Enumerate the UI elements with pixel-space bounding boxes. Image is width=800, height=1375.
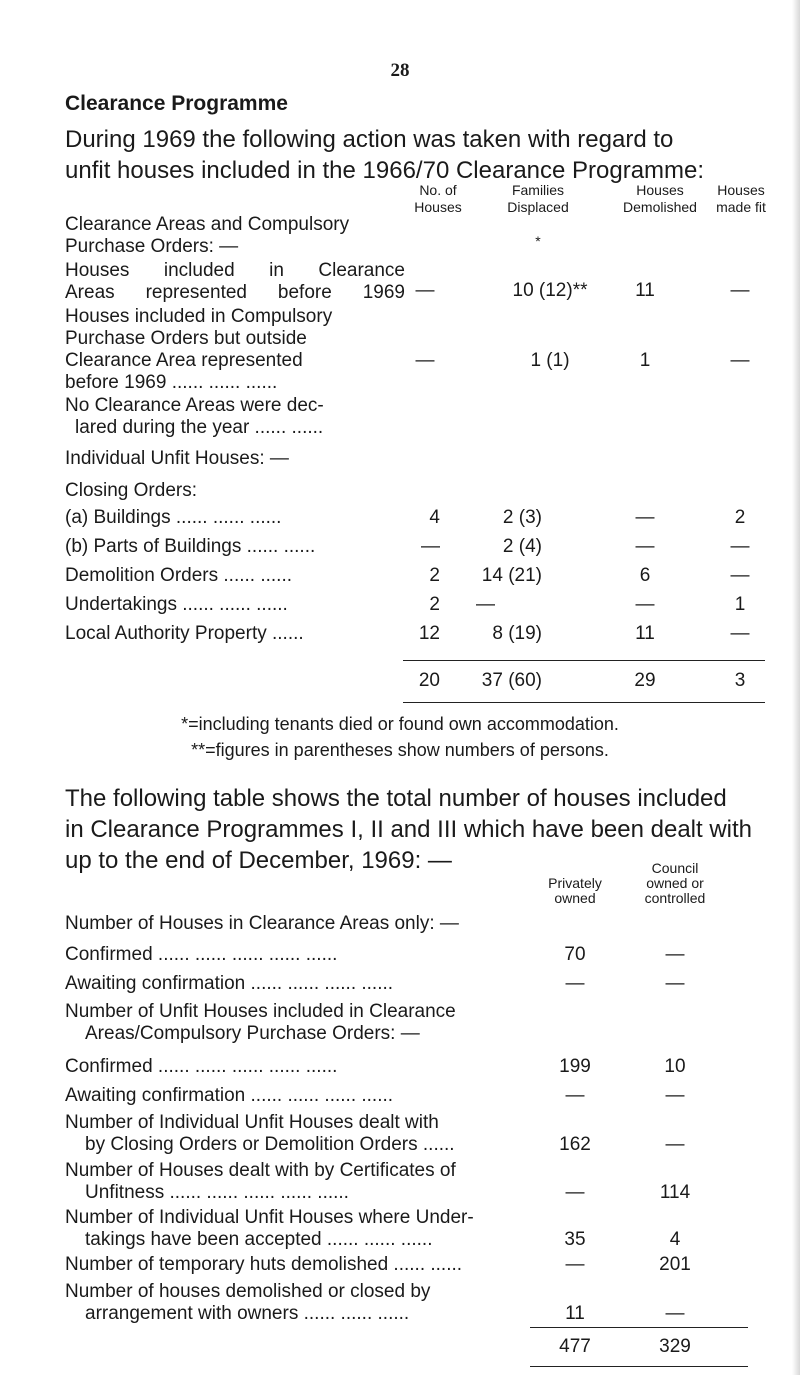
table2-row-label: Number of Houses dealt with by Certificates of Unfitness ...... ...... ...... ...... ...... — [65, 1160, 456, 1203]
cell-council: — — [665, 1134, 685, 1155]
table2-row-label: Number of Individual Unfit Houses where Under- takings have been accepted ...... ...... ...... — [65, 1207, 474, 1250]
cell-demolished: — — [635, 594, 655, 615]
total-demolished: 29 — [634, 670, 656, 691]
cell-council: — — [665, 944, 685, 965]
table-row-label: (a) Buildings ...... ...... ...... — [65, 507, 282, 528]
table2-row-label: Awaiting confirmation ...... ...... ...... ...... — [65, 1085, 394, 1106]
section-a-title: Clearance Areas and Compulsory Purchase Orders: — — [65, 214, 350, 257]
footnote: *=including tenants died or found own accommodation. — [181, 714, 619, 734]
table-row-label: (b) Parts of Buildings ...... ...... — [65, 536, 316, 557]
cell-houses: — — [421, 536, 440, 557]
col-header-families-displaced: Families Displaced — [507, 182, 569, 215]
cell-made-fit: 2 — [734, 507, 746, 528]
table2-row-label: Confirmed ...... ...... ...... ...... ...... — [65, 944, 338, 965]
col-header-houses-made-fit: Houses made fit — [716, 182, 766, 215]
cell-private: 35 — [564, 1229, 586, 1250]
total-private: 477 — [559, 1336, 591, 1357]
intro-line: During 1969 the following action was taken with regard to — [65, 126, 674, 153]
cell-council: 114 — [659, 1182, 691, 1203]
cell-demolished: 11 — [635, 280, 655, 301]
cell-private: — — [565, 973, 585, 994]
col-header-no-of-houses: No. of Houses — [414, 182, 462, 215]
cell-council: 201 — [659, 1254, 691, 1275]
cell-houses: 12 — [418, 623, 440, 644]
table2-row-label: Awaiting confirmation ...... ...... ...... ...... — [65, 973, 394, 994]
cell-houses: 2 — [429, 565, 440, 586]
col-header-privately-owned: Privately owned — [548, 875, 602, 906]
table-row-label: No Clearance Areas were dec- lared during the year ...... ...... — [65, 395, 324, 438]
cell-families: 10 (12)** — [512, 280, 588, 301]
table2-row-label: Number of Individual Unfit Houses dealt with by Closing Orders or Demolition Orders ...... — [65, 1112, 455, 1155]
cell-families: 8 (19) — [492, 623, 542, 644]
total-houses: 20 — [418, 670, 440, 691]
intro-line: unfit houses included in the 1966/70 Clearance Programme: — [65, 157, 705, 184]
total-council: 329 — [659, 1336, 691, 1357]
col-header-houses-demolished: Houses Demolished — [623, 182, 697, 215]
cell-private: — — [565, 1254, 585, 1275]
cell-houses: — — [415, 350, 435, 371]
cell-demolished: 6 — [639, 565, 651, 586]
section-heading: Clearance Programme — [65, 92, 288, 115]
page-edge-shadow — [792, 0, 800, 1375]
cell-families: — — [476, 594, 495, 615]
closing-orders-title: Closing Orders: — [65, 480, 197, 501]
table2-row-label: Number of Houses in Clearance Areas only: — — [65, 913, 459, 934]
cell-private: — — [565, 1182, 585, 1203]
table2-row-label: Number of Unfit Houses included in Clearance Areas/Compulsory Purchase Orders: — — [65, 1001, 456, 1044]
star-marker: * — [535, 233, 541, 249]
footnote: **=figures in parentheses show numbers of persons. — [191, 740, 609, 760]
cell-made-fit: — — [730, 350, 750, 371]
total-families: 37 (60) — [481, 670, 542, 691]
table2-row-label: Number of houses demolished or closed by arrangement with owners ...... ...... ...... — [65, 1281, 431, 1324]
cell-families: 2 (3) — [502, 507, 542, 528]
table1-total-rule-bottom — [403, 702, 765, 703]
cell-council: — — [665, 1085, 685, 1106]
cell-made-fit: — — [730, 536, 750, 557]
cell-demolished: — — [635, 536, 655, 557]
table1-total-rule-top — [403, 660, 765, 661]
cell-council: — — [665, 973, 685, 994]
intro2-line: in Clearance Programmes I, II and III which have been dealt with — [65, 816, 753, 843]
intro2-line: up to the end of December, 1969: — — [65, 847, 452, 874]
cell-council: 10 — [664, 1056, 686, 1077]
cell-demolished: 11 — [635, 623, 655, 644]
cell-made-fit: — — [730, 565, 750, 586]
table-row-label: Local Authority Property ...... — [65, 623, 304, 644]
cell-made-fit: 1 — [734, 594, 746, 615]
intro2-line: The following table shows the total number of houses included — [65, 785, 727, 812]
cell-made-fit: — — [730, 280, 750, 301]
cell-houses: 2 — [429, 594, 440, 615]
cell-private: 11 — [565, 1303, 585, 1324]
col-header-council-owned: Council owned or controlled — [644, 860, 706, 906]
cell-houses: — — [415, 280, 435, 301]
table2-total-rule-bottom — [530, 1366, 748, 1367]
cell-private: 199 — [559, 1056, 591, 1077]
cell-families: 14 (21) — [481, 565, 542, 586]
section-b-title: Individual Unfit Houses: — — [65, 448, 289, 469]
cell-demolished: 1 — [639, 350, 651, 371]
cell-made-fit: — — [730, 623, 750, 644]
page-number: 28 — [390, 60, 410, 81]
cell-families: 2 (4) — [502, 536, 542, 557]
cell-demolished: — — [635, 507, 655, 528]
cell-council: — — [665, 1303, 685, 1324]
cell-families: 1 (1) — [530, 350, 570, 371]
total-made-fit: 3 — [734, 670, 746, 691]
table2-total-rule-top — [530, 1327, 748, 1328]
table-row-label: Demolition Orders ...... ...... — [65, 565, 293, 586]
cell-council: 4 — [669, 1229, 681, 1250]
cell-private: — — [565, 1085, 585, 1106]
cell-private: 162 — [559, 1134, 591, 1155]
table-row-label: Houses included in Compulsory Purchase Orders but outside Clearance Area represented before 1969 ...... ...... ...... — [65, 306, 333, 393]
table2-row-label: Confirmed ...... ...... ...... ...... ...... — [65, 1056, 338, 1077]
table-row-label: Houses included in Clearance Areas represented before 1969 — [65, 260, 405, 303]
cell-private: 70 — [564, 944, 586, 965]
intro-paragraph — [65, 124, 765, 186]
table2-row-label: Number of temporary huts demolished ...... ...... — [65, 1254, 463, 1275]
table-row-label: Undertakings ...... ...... ...... — [65, 594, 288, 615]
cell-houses: 4 — [429, 507, 440, 528]
